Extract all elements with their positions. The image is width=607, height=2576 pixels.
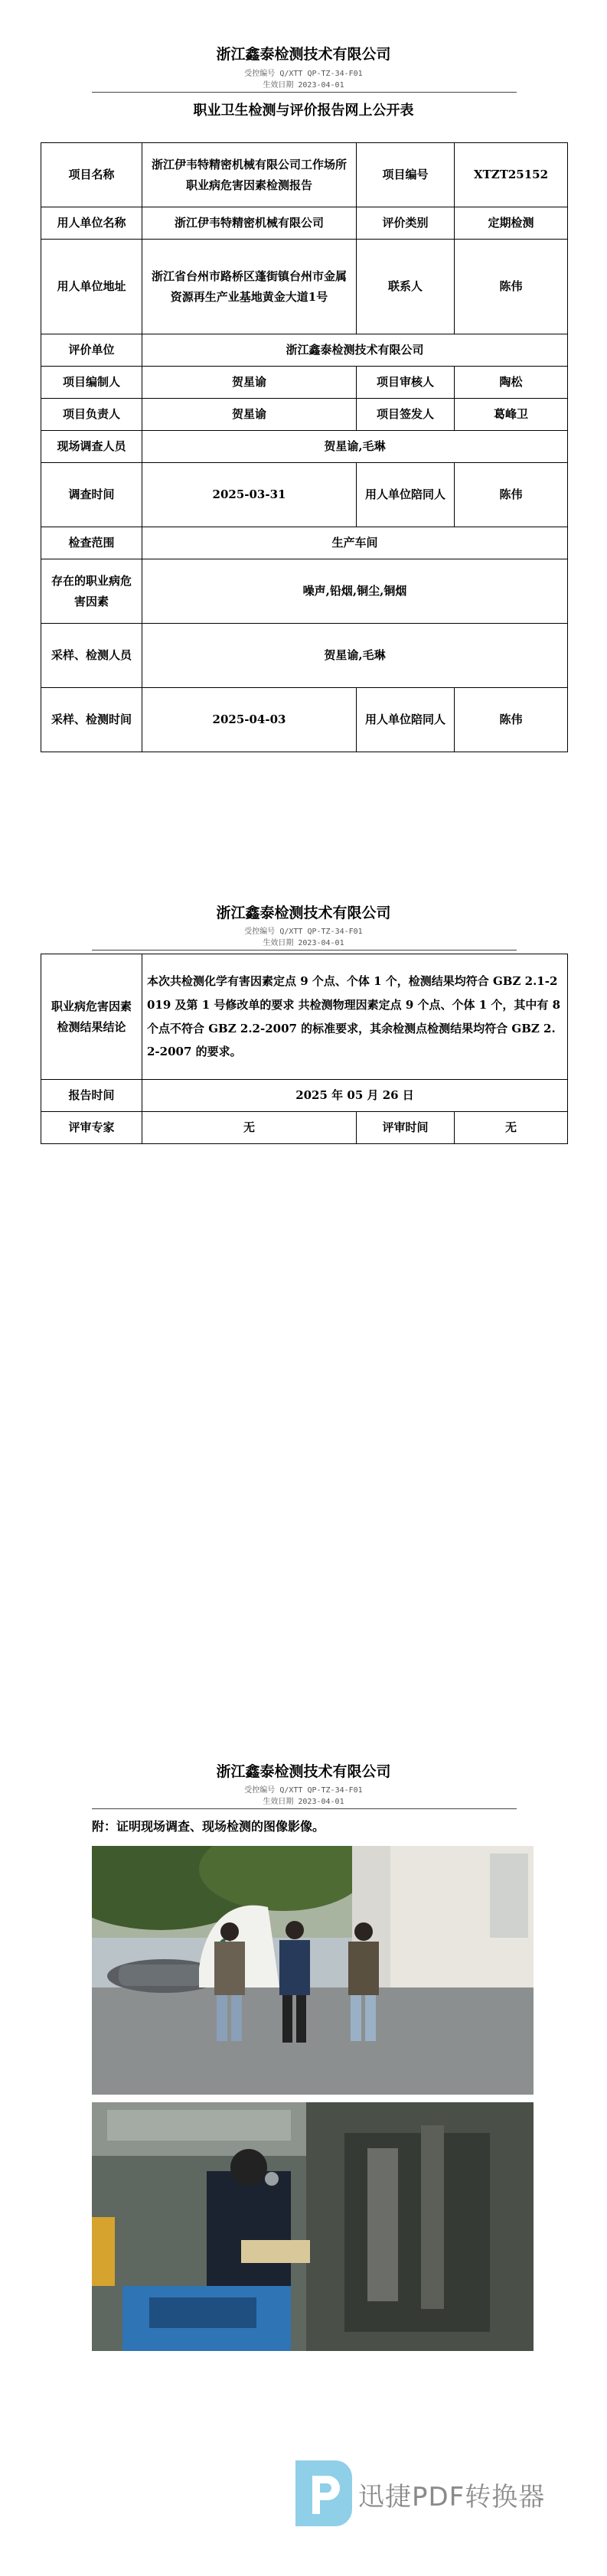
conclusion-label: 职业病危害因素检测结果结论: [41, 954, 142, 1080]
table-row: [41, 624, 568, 688]
table-row: [41, 399, 568, 431]
effective-date: 生效日期 2023-04-01: [263, 1798, 344, 1806]
companion2-label: 用人单位陪同人: [357, 688, 455, 752]
table-row: [41, 559, 568, 624]
control-number: 受控编号 Q/XTT QP-TZ-34-F01: [244, 70, 363, 78]
eval-type-value: 定期检测: [455, 207, 568, 240]
effective-date: 生效日期 2023-04-01: [263, 939, 344, 947]
review-time-label: 评审时间: [357, 1112, 455, 1144]
contact-label: 联系人: [357, 240, 455, 334]
control-number: 受控编号 Q/XTT QP-TZ-34-F01: [244, 1786, 363, 1795]
eval-type-label: 评价类别: [357, 207, 455, 240]
table-row: [41, 527, 568, 559]
review-time-value: 无: [455, 1112, 568, 1144]
report-time-label: 报告时间: [41, 1080, 142, 1112]
table-row: [41, 143, 568, 207]
project-name-label: 项目名称: [41, 143, 142, 207]
employer-label: 用人单位名称: [41, 207, 142, 240]
investigators-label: 现场调查人员: [41, 431, 142, 463]
pdf-converter-watermark: [291, 2460, 566, 2526]
expert-value: 无: [142, 1112, 357, 1144]
hazards-label: 存在的职业病危害因素: [41, 559, 142, 624]
company-header: 浙江鑫泰检测技术有限公司: [216, 905, 391, 921]
header-divider: [92, 1808, 517, 1809]
scope-label: 检查范围: [41, 527, 142, 559]
header-divider: [92, 92, 517, 93]
watermark-text: 迅捷PDF转换器: [358, 2482, 546, 2512]
address-label: 用人单位地址: [41, 240, 142, 334]
company-header: 浙江鑫泰检测技术有限公司: [216, 1763, 391, 1780]
report-time-value: 2025 年 05 月 26 日: [142, 1080, 568, 1112]
issuer-label: 项目签发人: [357, 399, 455, 431]
table-row: [41, 1112, 568, 1144]
hazards-value: 噪声,铅烟,铜尘,铜烟: [142, 559, 568, 624]
table-row: [41, 688, 568, 752]
companion-label: 用人单位陪同人: [357, 463, 455, 527]
effective-date: 生效日期 2023-04-01: [263, 81, 344, 90]
table-row: [41, 431, 568, 463]
project-no-value: XTZT25152: [455, 143, 568, 207]
table-row: [41, 334, 568, 367]
leader-value: 贺星谕: [142, 399, 357, 431]
table-row: [41, 240, 568, 334]
compiler-value: 贺星谕: [142, 367, 357, 399]
expert-label: 评审专家: [41, 1112, 142, 1144]
table-row: [41, 207, 568, 240]
companion2-value: 陈伟: [455, 688, 568, 752]
control-number: 受控编号 Q/XTT QP-TZ-34-F01: [244, 928, 363, 936]
header-divider: [92, 950, 517, 951]
investigators-value: 贺星谕,毛琳: [142, 431, 568, 463]
sampling-staff-value: 贺星谕,毛琳: [142, 624, 568, 688]
pdf-converter-logo-icon: [291, 2460, 352, 2526]
table-row: [41, 463, 568, 527]
companion-value: 陈伟: [455, 463, 568, 527]
project-no-label: 项目编号: [357, 143, 455, 207]
survey-time-value: 2025-03-31: [142, 463, 357, 527]
reviewer-value: 陶松: [455, 367, 568, 399]
conclusion-value: 本次共检测化学有害因素定点 9 个点、个体 1 个，检测结果均符合 GBZ 2.1-2019 及第 1 号修改单的要求 共检测物理因素定点 9 个点、个体 1 个，其中有 8 个点不符合 GBZ 2.2-2007 的标准要求，其余检测点检测结果均符合 GBZ 2.2-2007 的要求。: [142, 954, 568, 1080]
report-title: 职业卫生检测与评价报告网上公开表: [193, 103, 414, 119]
contact-value: 陈伟: [455, 240, 568, 334]
report-table: [41, 142, 568, 752]
project-name-value: 浙江伊韦特精密机械有限公司工作场所职业病危害因素检测报告: [142, 143, 357, 207]
employer-value: 浙江伊韦特精密机械有限公司: [142, 207, 357, 240]
leader-label: 项目负责人: [41, 399, 142, 431]
sampling-staff-label: 采样、检测人员: [41, 624, 142, 688]
compiler-label: 项目编制人: [41, 367, 142, 399]
sampling-time-value: 2025-04-03: [142, 688, 357, 752]
site-detection-photo: [92, 2102, 534, 2351]
table-row: [41, 1080, 568, 1112]
reviewer-label: 项目审核人: [357, 367, 455, 399]
conclusion-table: [41, 954, 568, 1144]
table-row: [41, 954, 568, 1080]
survey-time-label: 调查时间: [41, 463, 142, 527]
attachment-title: 附：证明现场调查、现场检测的图像影像。: [92, 1819, 325, 1834]
table-row: [41, 367, 568, 399]
eval-unit-label: 评价单位: [41, 334, 142, 367]
site-survey-photo: [92, 1846, 534, 2095]
sampling-time-label: 采样、检测时间: [41, 688, 142, 752]
eval-unit-value: 浙江鑫泰检测技术有限公司: [142, 334, 568, 367]
company-header: 浙江鑫泰检测技术有限公司: [216, 46, 391, 63]
address-value: 浙江省台州市路桥区蓬街镇台州市金属资源再生产业基地黄金大道1号: [142, 240, 357, 334]
scope-value: 生产车间: [142, 527, 568, 559]
issuer-value: 葛峰卫: [455, 399, 568, 431]
